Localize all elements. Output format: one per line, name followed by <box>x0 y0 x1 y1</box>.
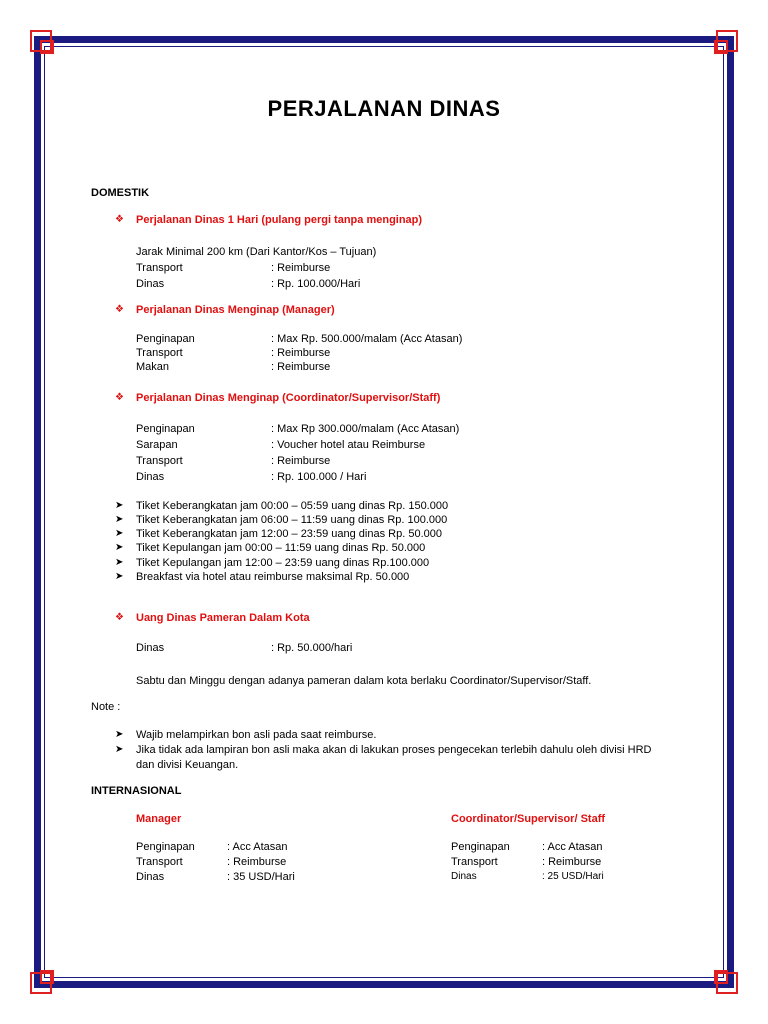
arrow-bullet-icon: ➤ <box>115 557 124 568</box>
row-label: Dinas <box>136 278 165 290</box>
page-title: PERJALANAN DINAS <box>267 96 501 121</box>
arrow-bullet-icon: ➤ <box>115 571 124 582</box>
row-label: Transport <box>136 455 183 467</box>
arrow-bullet-icon: ➤ <box>115 744 124 755</box>
list-item: Tiket Keberangkatan jam 06:00 – 11:59 uang dinas Rp. 100.000 <box>136 514 448 526</box>
row-label: Penginapan <box>136 841 195 853</box>
section-heading: Perjalanan Dinas 1 Hari (pulang pergi tanpa menginap) <box>136 214 423 226</box>
list-item: Tiket Keberangkatan jam 12:00 – 23:59 uang dinas Rp. 50.000 <box>136 528 442 540</box>
row-label: Transport <box>136 262 183 274</box>
row-value: : Rp. 100.000 / Hari <box>271 471 367 483</box>
row-value: : Reimburse <box>542 856 602 868</box>
row-label: Penginapan <box>451 841 510 853</box>
corner-ornament-icon <box>40 970 54 984</box>
row-label: Dinas <box>136 871 165 883</box>
row-value: : Rp. 100.000/Hari <box>271 278 361 290</box>
row-value: : Voucher hotel atau Reimburse <box>271 439 426 451</box>
list-item: Tiket Kepulangan jam 12:00 – 23:59 uang dinas Rp.100.000 <box>136 557 430 569</box>
row-value: : Max Rp 300.000/malam (Acc Atasan) <box>271 423 460 435</box>
row-label: Transport <box>451 856 498 868</box>
arrow-bullet-icon: ➤ <box>115 729 124 740</box>
row-value: : Reimburse <box>227 856 287 868</box>
section-intro: Jarak Minimal 200 km (Dari Kantor/Kos – Tujuan) <box>136 246 377 258</box>
list-item: Tiket Keberangkatan jam 00:00 – 05:59 uang dinas Rp. 150.000 <box>136 500 449 512</box>
list-item: Wajib melampirkan bon asli pada saat reimburse. <box>136 729 377 741</box>
row-value: : Reimburse <box>271 361 331 373</box>
row-value: : 25 USD/Hari <box>542 871 604 882</box>
arrow-bullet-icon: ➤ <box>115 500 124 511</box>
row-label: Sarapan <box>136 439 178 451</box>
arrow-bullet-icon: ➤ <box>115 542 124 553</box>
row-value: : Reimburse <box>271 347 331 359</box>
list-item: Jika tidak ada lampiran bon asli maka akan di lakukan proses pengecekan terlebih dahulu oleh divisi HRD <box>136 744 652 756</box>
row-value: : Rp. 50.000/hari <box>271 642 353 654</box>
row-value: : Acc Atasan <box>542 841 603 853</box>
section-heading: Uang Dinas Pameran Dalam Kota <box>136 612 310 624</box>
row-value: : 35 USD/Hari <box>227 871 295 883</box>
note-label: Note : <box>91 701 121 713</box>
staff-heading: Coordinator/Supervisor/ Staff <box>451 813 606 825</box>
row-label: Transport <box>136 347 183 359</box>
diamond-bullet-icon: ❖ <box>115 392 124 403</box>
row-label: Dinas <box>136 642 165 654</box>
row-label: Makan <box>136 361 170 373</box>
diamond-bullet-icon: ❖ <box>115 304 124 315</box>
internasional-heading: INTERNASIONAL <box>91 785 182 797</box>
diamond-bullet-icon: ❖ <box>115 612 124 623</box>
domestik-heading: DOMESTIK <box>91 187 150 199</box>
pameran-note: Sabtu dan Minggu dengan adanya pameran dalam kota berlaku Coordinator/Supervisor/Staff. <box>136 675 592 687</box>
list-item: Tiket Kepulangan jam 00:00 – 11:59 uang dinas Rp. 50.000 <box>136 542 426 554</box>
row-value: : Acc Atasan <box>227 841 288 853</box>
row-label: Dinas <box>136 471 165 483</box>
section-heading: Perjalanan Dinas Menginap (Coordinator/Supervisor/Staff) <box>136 392 441 404</box>
manager-heading: Manager <box>136 813 182 825</box>
section-heading: Perjalanan Dinas Menginap (Manager) <box>136 304 335 316</box>
row-label: Transport <box>136 856 183 868</box>
corner-ornament-icon <box>40 40 54 54</box>
row-value: : Reimburse <box>271 262 331 274</box>
list-item: Breakfast via hotel atau reimburse maksimal Rp. 50.000 <box>136 571 410 583</box>
corner-ornament-icon <box>714 970 728 984</box>
corner-ornament-icon <box>714 40 728 54</box>
row-label: Penginapan <box>136 333 195 345</box>
arrow-bullet-icon: ➤ <box>115 514 124 525</box>
diamond-bullet-icon: ❖ <box>115 214 124 225</box>
row-label: Dinas <box>451 871 477 882</box>
arrow-bullet-icon: ➤ <box>115 528 124 539</box>
row-value: : Reimburse <box>271 455 331 467</box>
row-label: Penginapan <box>136 423 195 435</box>
list-item-continuation: dan divisi Keuangan. <box>136 759 239 771</box>
row-value: : Max Rp. 500.000/malam (Acc Atasan) <box>271 333 463 345</box>
